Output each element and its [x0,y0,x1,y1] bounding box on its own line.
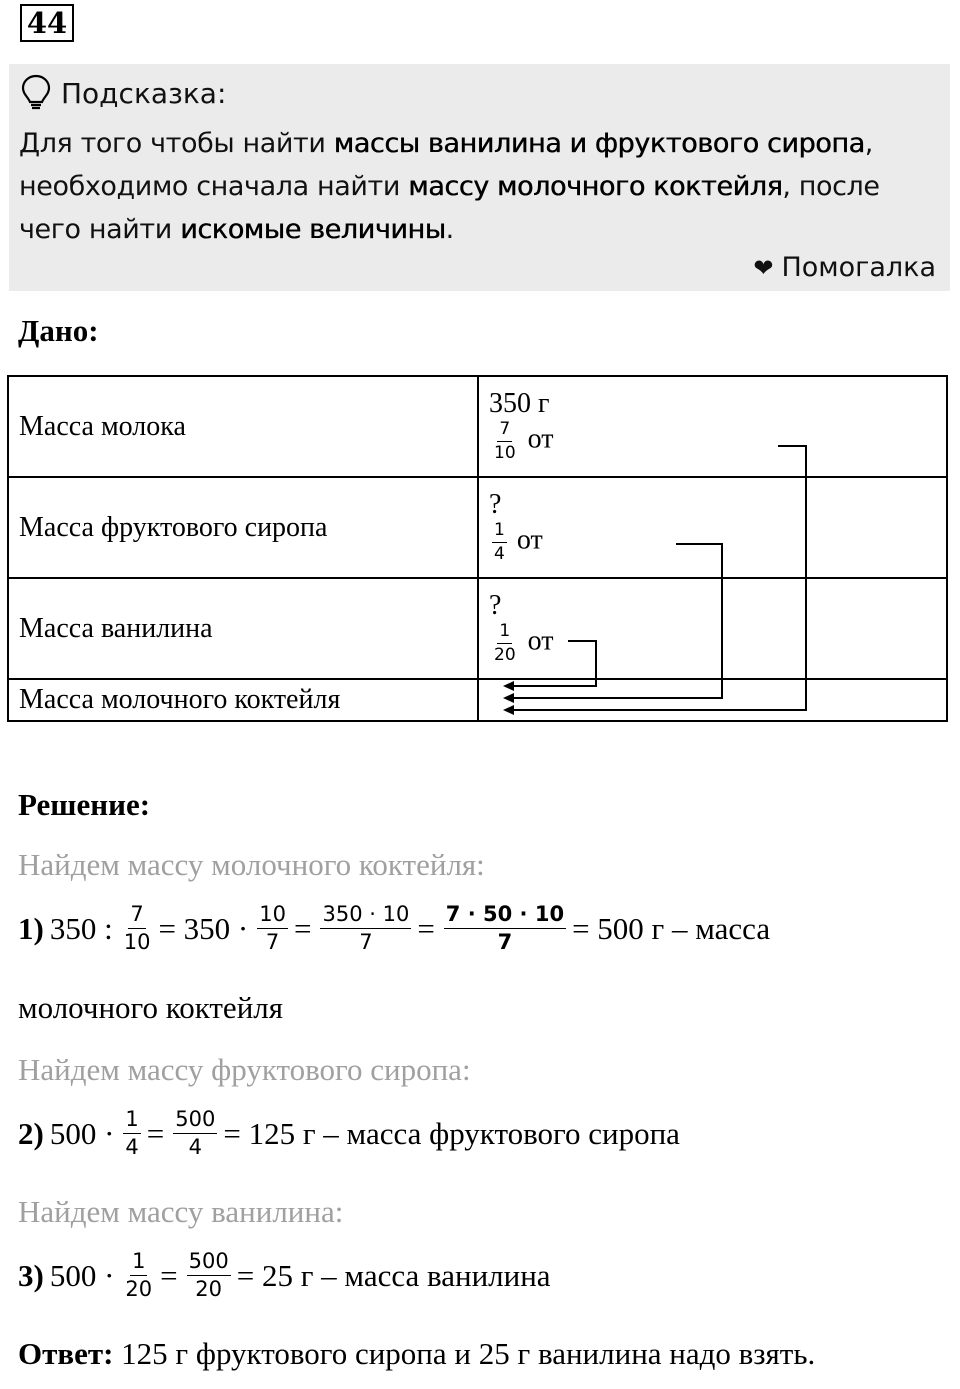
table-row [8,376,947,477]
fraction: $\frac{7 \cdot 50 \cdot 10}{7}$ [445,902,565,955]
row-label: Масса молока [8,376,478,477]
hint-title [21,74,226,112]
brand-text: Помогалка [781,252,936,283]
step1-note: Найдем массу молочного коктейля: [18,847,485,882]
fraction: $\frac{7}{10}$ [494,419,516,463]
hint-box [9,64,950,291]
table-row [8,477,947,578]
row-label: Масса молочного коктейля [8,679,478,721]
row-label: Масса фруктового сиропа [8,477,478,578]
fraction: $\frac{500}{4}$ [175,1107,216,1160]
heart-icon: ❤ [753,253,774,282]
fraction: $\frac{1}{20}$ [494,621,516,665]
row-value: ? $\frac{1}{20}$ от [478,578,947,679]
fraction: $\frac{350 \cdot 10}{7}$ [322,902,410,955]
step1-equation: 1) 350 : $\frac{7}{10}$ = 350 · $\frac{10}{7}$ = $\frac{350 \cdot 10}{7}$ = $\frac{7 \cdot 50 \cdot 10}{7}$ = 500 г – масса [18,902,771,955]
solution-title: Решение: [18,787,151,822]
row-label: Масса ванилина [8,578,478,679]
given-title: Дано: [18,313,99,348]
lightbulb-icon [21,74,51,112]
step3-note: Найдем массу ванилина: [18,1194,344,1229]
row-value: 350 г $\frac{7}{10}$ от [478,376,947,477]
fraction: $\frac{10}{7}$ [259,902,286,955]
fraction: $\frac{500}{20}$ [188,1249,229,1302]
row-value: ? $\frac{1}{4}$ от [478,477,947,578]
given-table [7,375,948,722]
table-row [8,679,947,721]
fraction: $\frac{1}{4}$ [494,520,505,564]
step2-equation: 2) 500 · $\frac{1}{4}$ = $\frac{500}{4}$ = 125 г – масса фруктового сиропа [18,1107,680,1160]
step3-equation: 3) 500 · $\frac{1}{20}$ = $\frac{500}{20}$ = 25 г – масса ванилина [18,1249,551,1302]
brand-label [753,252,936,283]
fraction: $\frac{1}{4}$ [125,1107,139,1160]
step2-note: Найдем массу фруктового сиропа: [18,1052,471,1087]
table-row [8,578,947,679]
row-value [478,679,947,721]
task-number: 44 [20,4,74,42]
fraction: $\frac{7}{10}$ [123,902,151,955]
hint-text: Для того чтобы найти массы ванилина и фруктового сиропа, необходимо сначала найти массу молочного коктейля, после чего найти искомые величины. [19,128,880,245]
hint-title-text: Подсказка: [61,76,227,110]
fraction: $\frac{1}{20}$ [125,1249,153,1302]
answer: Ответ: 125 г фруктового сиропа и 25 г ванилина надо взять. [18,1336,816,1371]
step1-continuation: молочного коктейля [18,990,284,1025]
